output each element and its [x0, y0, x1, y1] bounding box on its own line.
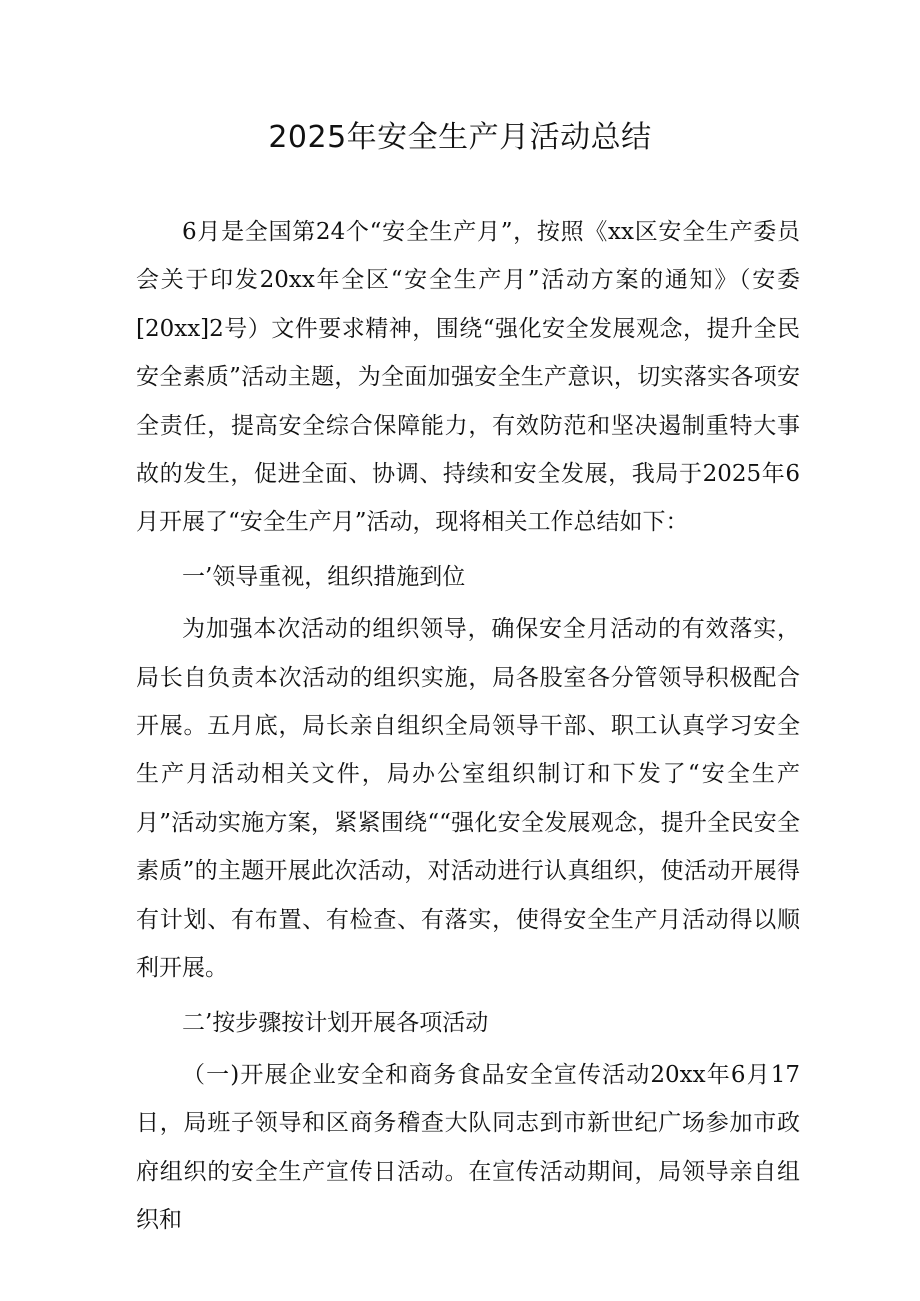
section-heading-2: 二’按步骤按计划开展各项活动 — [182, 1009, 489, 1036]
document-body — [136, 208, 800, 1245]
section-heading-1: 一’领导重视，组织措施到位 — [182, 563, 466, 590]
document-title: 2025年安全生产月活动总结 — [268, 120, 652, 155]
section-2-paragraph: （一)开展企业安全和商务食品安全宣传活动20xx年6月17日，局班子领导和区商务稽查大队同志到市新世纪广场参加市政府组织的安全生产宣传日活动。在宣传活动期间，局领导亲自组织和 — [136, 1061, 800, 1234]
section-1-paragraph: 为加强本次活动的组织领导，确保安全月活动的有效落实，局长自负责本次活动的组织实施，局各股室各分管领导积极配合开展。五月底，局长亲自组织全局领导干部、职工认真学习安全生产月活动相关文件，局办公室组织制订和下发了“安全生产月”活动实施方案，紧紧围绕““强化安全发展观念，提升全民安全素质”的主题开展此次活动，对活动进行认真组织，使活动开展得有计划、有布置、有检查、有落实，使得安全生产月活动得以顺利开展。 — [136, 616, 800, 982]
intro-paragraph: 6月是全国第24个“安全生产月”，按照《xx区安全生产委员会关于印发20xx年全区“安全生产月”活动方案的通知》（安委[20xx]2号）文件要求精神，围绕“强化安全发展观念，提升全民安全素质”活动主题，为全面加强安全生产意识，切实落实各项安全责任，提高安全综合保障能力，有效防范和坚决遏制重特大事故的发生，促进全面、协调、持续和安全发展，我局于2025年6月开展了“安全生产月”活动，现将相关工作总结如下： — [136, 219, 800, 536]
